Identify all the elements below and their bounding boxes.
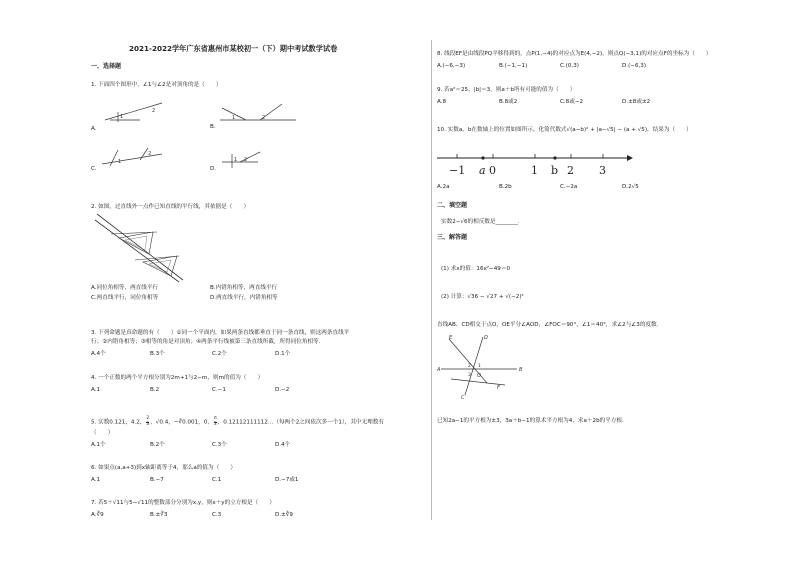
section-heading-choice: 一、选择题 (91, 63, 122, 70)
q13-stem: 直线AB、CD相交于点O，OE平分∠AOD，∠FOC＝90°，∠1＝40°，求∠2与∠3的度数. (437, 322, 659, 328)
q11-stem: 实数2−√6的相反数是________. (441, 219, 520, 225)
q3-option-d: D.1个 (275, 351, 291, 357)
q6-stem: 6. 如果点(a,a+3)到x轴距离等于4，那么a的值为（ ） (91, 465, 236, 471)
q3-option-c: C.2个 (212, 351, 227, 357)
q9-option-a: A.8 (437, 99, 447, 105)
q5-frac2-den: 3 (213, 421, 217, 427)
q2-option-b: B.内错角相等，两直线平行 (210, 285, 278, 291)
q10-option-c: C.−2a (560, 184, 578, 190)
q3-option-a: A.4个 (91, 351, 106, 357)
q2-option-d: D.两直线平行，内错角相等 (210, 295, 278, 301)
q1-option-c: C. (91, 166, 97, 172)
q13-label-d: D (484, 335, 488, 341)
q1-option-b: B. (210, 124, 216, 130)
q4-option-d: D.−2 (275, 387, 290, 393)
axis-label-1: 1 (531, 164, 538, 177)
q10-stem: 10. 实数a、b在数轴上的位置如图所示，化简代数式√(a−b)² + |a−√5| − (a + √5)，结果为（ ） (437, 127, 692, 133)
q13-label-o: O (477, 373, 481, 379)
q6-option-c: C.1 (212, 477, 222, 483)
q13-figure-intersecting-lines (437, 333, 527, 401)
q13-label-angle3: 3 (468, 373, 471, 378)
q8-option-b: B.(−1,−1) (499, 63, 528, 69)
q5-option-d: D.4个 (275, 442, 291, 448)
q5-stem-mid: ，√0.4，−∛0.001，0， (150, 419, 213, 426)
q14-stem: 已知2a−1的平方根为±3，3a＋b−1的算术平方根为4，求a＋2b的平方根. (437, 418, 624, 424)
q2-option-a: A.同位角相等，两直线平行 (91, 285, 159, 291)
q5-stem-line1 (91, 417, 384, 427)
q7-option-d: D.±∛9 (275, 512, 293, 518)
q7-option-b: B.±∛3 (150, 512, 168, 518)
q13-label-a: A (437, 367, 441, 373)
q4-option-a: A.1 (91, 387, 101, 393)
axis-label-2: 2 (567, 164, 574, 177)
axis-label-a: a (479, 164, 486, 177)
q7-option-c: C.3 (212, 512, 222, 518)
q13-label-angle2: 2 (468, 364, 471, 369)
q4-option-b: B.2 (150, 387, 160, 393)
q9-stem: 9. 若a²＝25，|b|＝3，则a＋b所有可能的值为（ ） (437, 87, 576, 93)
q1-fig-d-label-1: 1 (234, 157, 238, 163)
axis-label-3: 3 (599, 164, 606, 177)
q1-figure-d (218, 150, 278, 170)
q12-part2: (2) 计算：√36 − √27 + √(−2)² (441, 294, 524, 300)
axis-label-neg1: −1 (449, 164, 466, 177)
q8-stem: 8. 线段EF是由线段PQ平移得到的，点P(1,−4)的对应点为E(4,−2)，则点Q(−3,1)的对应点F的坐标为（ ） (437, 51, 712, 57)
q5-stem-tail: ，0.12112111112…（每两个2之间依次多一个1），其中无理数有 (217, 419, 384, 426)
q5-stem-line2: （ ） (91, 430, 114, 436)
q13-label-c: C (461, 395, 465, 401)
q5-frac1-num: 2 (146, 416, 150, 421)
q13-label-f: F (497, 385, 500, 391)
q5-frac2-num: π (213, 416, 217, 421)
q3-stem-line2: 行；②内错角相等；③相等的角是对顶角；④两条平行线被第三条直线所截，所得同位角相等． (91, 339, 325, 345)
q10-option-d: D.2√5 (622, 184, 639, 190)
q9-option-d: D.±8或±2 (622, 99, 651, 105)
q2-option-c: C.两直线平行，同位角相等 (91, 295, 159, 301)
q13-label-b: B (519, 367, 523, 373)
q8-option-d: D.(−6,3) (622, 63, 647, 69)
q7-option-a: A.∛9 (91, 512, 104, 518)
q3-option-b: B.3个 (150, 351, 165, 357)
page-title: 2021-2022学年广东省惠州市某校初一（下）期中考试数学试卷 (129, 44, 338, 53)
column-divider (431, 40, 432, 520)
q10-option-a: A.2a (437, 184, 450, 190)
q2-figure-ruler-triangle (95, 212, 185, 284)
q1-option-a: A. (91, 126, 97, 132)
q1-fig-b-label-2: 2 (262, 115, 266, 121)
q8-option-c: C.(0,3) (560, 63, 579, 69)
q5-frac1-den: 3 (146, 421, 150, 427)
q6-option-a: A.1 (91, 477, 101, 483)
q10-number-line (437, 150, 637, 180)
q1-figure-b (218, 100, 298, 128)
q9-option-c: C.8或−2 (560, 99, 584, 105)
q1-fig-b-label-1: 1 (232, 115, 236, 121)
section-heading-solve: 三、解答题 (437, 234, 468, 241)
q9-option-b: B.8或2 (499, 99, 518, 105)
q1-fig-c-label-1: 1 (118, 159, 122, 165)
q1-fig-c-label-2: 2 (148, 151, 152, 157)
section-heading-fill: 二、填空题 (437, 202, 468, 209)
q5-option-c: C.3个 (212, 442, 227, 448)
q6-option-b: B.−7 (150, 477, 164, 483)
axis-label-0: 0 (489, 164, 496, 177)
q7-stem: 7. 若5＋√11与5−√11的整数部分分别为x,y，则x＋y的立方根是（ ） (91, 500, 275, 506)
q1-fig-a-label-1: 1 (120, 114, 124, 120)
axis-label-b: b (551, 164, 559, 177)
q1-option-d: D. (210, 166, 217, 172)
q5-stem-start: 5. 实数0.121，4.2， (91, 419, 146, 426)
q3-stem-line1: 3. 下列命题是真命题的有（ ）①同一个平面内，如果两条直线都垂直于同一条直线，则这两条直线平 (91, 330, 350, 336)
q1-figure-c (100, 146, 170, 170)
q1-fig-a-label-2: 2 (152, 108, 156, 114)
q4-option-c: C.−1 (212, 387, 226, 393)
q13-label-e: E (449, 335, 453, 341)
q1-stem: 1. 下面四个图形中，∠1与∠2是对顶角的是（ ） (91, 82, 222, 88)
q4-stem: 4. 一个正数的两个平方根分别为2m+1与2−m，则m的值为（ ） (91, 375, 264, 381)
q8-option-a: A.(−6,−3) (437, 63, 466, 69)
q1-figure-a (100, 100, 170, 128)
q12-part1: (1) 求x的值：16x²−49＝0 (441, 266, 511, 272)
q1-fig-d-label-2: 2 (244, 157, 248, 163)
q5-option-b: B.2个 (150, 442, 165, 448)
q10-option-b: B.2b (499, 184, 512, 190)
q2-stem: 2. 如图，过直线外一点作已知直线的平行线，其依据是（ ） (91, 204, 250, 210)
q6-option-d: D.−7或1 (275, 477, 299, 483)
q13-label-angle1: 1 (478, 364, 481, 369)
q5-option-a: A.1个 (91, 442, 106, 448)
